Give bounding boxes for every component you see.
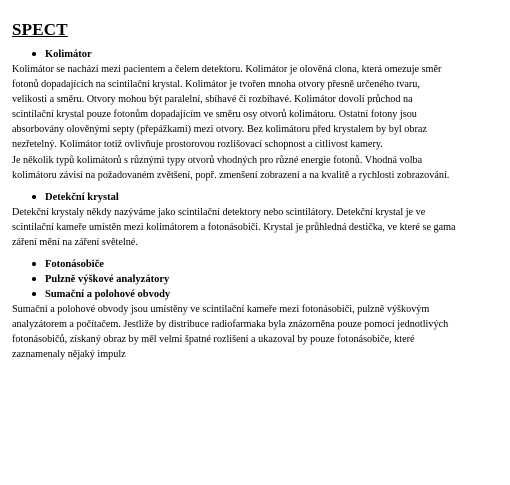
document-title: SPECT xyxy=(12,20,68,39)
text-line: fotonů dopadajících na scintilační krystal. Kolimátor je tvořen mnoha otvory přesně určeného tvaru, xyxy=(12,79,420,91)
text-line: scintilační kameře umístěn mezi kolimátorem a fotonásobiči. Krystal je průhledná destička, ve které se gama xyxy=(12,221,456,233)
text-line: kolimátoru závisí na požadovaném zvětšení, popř. zmenšení zobrazení a na kvalitě a rychlosti zobrazování. xyxy=(12,169,450,181)
text-line: fotonásobičů, získaný obraz by měl velmi špatné rozlišení a ukazoval by pouze fotonásobiče, které xyxy=(12,334,415,346)
text-line: Detekční krystaly někdy nazýváme jako scintilační detektory nebo scintilátory. Detekční krystal je ve xyxy=(12,206,426,218)
krystal-heading: Detekční krystal xyxy=(12,190,498,205)
kolimator-paragraph-1 xyxy=(12,62,498,153)
text-line: velikosti a směru. Otvory mohou být paralelní, sbíhavé či rozbíhavé. Kolimátor dovolí průchod na xyxy=(12,94,413,106)
text-line: Je několik typů kolimátorů s různými typy otvorů vhodných pro různé energie fotonů. Vhodná volba xyxy=(12,154,423,166)
text-line: scintilační krystal pouze fotonům dopadajícím ve směru osy otvorů kolimátoru. Ostatní fotony jsou xyxy=(12,109,417,121)
fotonasobice-heading: Fotonásobiče xyxy=(12,257,498,272)
kolimator-heading-list xyxy=(12,47,498,62)
others-heading-list xyxy=(12,257,498,302)
text-line: Sumační a polohové obvody jsou umístěny ve scintilační kameře mezi fotonásobiči, pulzně výškovým xyxy=(12,304,430,316)
text-line: analyzátorem a počítačem. Jestliže by distribuce radiofarmaka byla znázorněna pouze pomocí jednotlivých xyxy=(12,319,449,331)
text-line: zaznamenaly nějaký impulz xyxy=(12,349,126,361)
krystal-paragraph xyxy=(12,205,498,250)
text-line: Kolimátor se nachází mezi pacientem a čelem detektoru. Kolimátor je olověná clona, která omezuje směr xyxy=(12,64,442,75)
sumacni-obvody-paragraph xyxy=(12,302,498,362)
text-line: záření mění na záření světelné. xyxy=(12,236,138,248)
text-line: absorbovány olověnými septy (přepážkami) mezi otvory. Bez kolimátoru před krystalem by byl obraz xyxy=(12,124,427,136)
sumacni-a-polohove-obvody-heading: Sumační a polohové obvody xyxy=(12,287,498,302)
kolimator-paragraph-2 xyxy=(12,153,498,183)
text-line: nezřetelný. Kolimátor totiž ovlivňuje prostorovou rozlišovací schopnost a citlivost kamery. xyxy=(12,139,383,151)
kolimator-heading: Kolimátor xyxy=(12,47,498,62)
krystal-heading-list xyxy=(12,190,498,205)
pulzne-vyskove-analyzatory-heading: Pulzně výškové analyzátory xyxy=(12,272,498,287)
